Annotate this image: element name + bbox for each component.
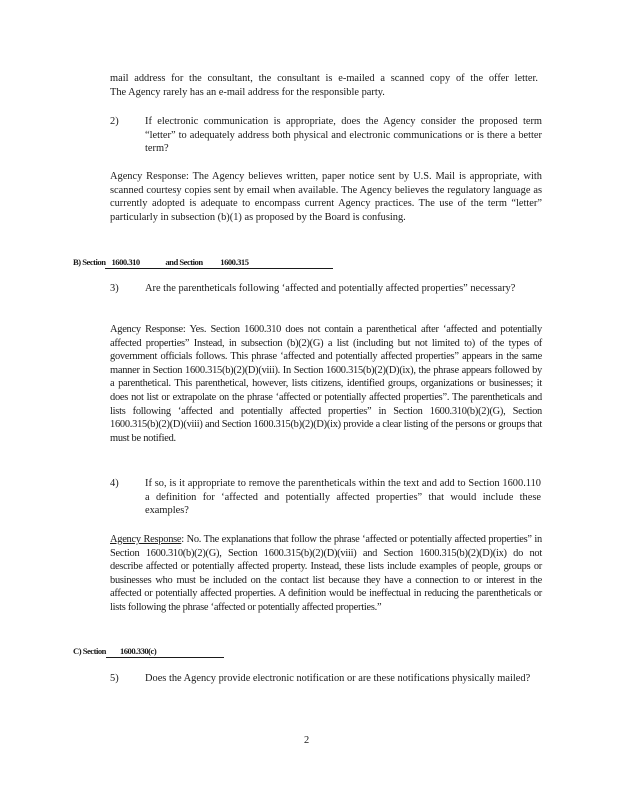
section-c-heading: [73, 645, 224, 658]
page-number: 2: [304, 735, 310, 746]
response-2-paragraph: Agency Response: The Agency believes written, paper notice sent by U.S. Mail is appropriate, with scanned courtesy copies sent by email when available. The Agency believes the regulatory language as currently adopted is adequate to encompass current Agency practices. The use of the term “letter” particularly in subsection (b)(1) as proposed by the Board is confusing.: [110, 171, 542, 223]
section-b-ref-1: 1600.310: [111, 257, 140, 267]
question-5-number: 5): [110, 673, 119, 684]
question-5-text: Does the Agency provide electronic notification or are these notifications physically mailed?: [145, 673, 531, 684]
response-3-paragraph: Agency Response: Yes. Section 1600.310 does not contain a parenthetical after ‘affected and potentially affected properties” Instead, in subsection (b)(2)(G) a list (including but not limited to) of the types of government officials follows. This phrase ‘affected and potentially affected properties” appears in the same manner in Section 1600.315(b)(2)(D)(viii). In Section 1600.315(b)(2)(D)(ix), the phrase appears followed by a parenthetical. This parenthetical, however, lists citizens, identified groups, organizations or businesses; it does not list or extrapolate on the phrase ‘affected or potentially affected properties”. The parentheticals and lists following ‘affected and potentially affected properties” in Section 1600.310(b)(2)(G), Section 1600.315(b)(2)(D)(viii) and Section 1600.315(b)(2)(D)(ix) provide a clear listing of the persons or groups that must be notified.: [110, 324, 542, 444]
response-4-label: Agency Response: [110, 534, 182, 545]
response-4-paragraph: [110, 533, 542, 615]
question-2-number: 2): [110, 116, 119, 127]
question-4-number: 4): [110, 478, 119, 489]
continuation-line-2: The Agency rarely has an e-mail address for the responsible party.: [110, 86, 385, 98]
response-4-text: : No. The explanations that follow the phrase ‘affected or potentially affected properties” in Section 1600.310(b)(2)(G), Section 1600.315(b)(2)(D)(viii) and Section 1600.315(b)(2)(D)(ix) do not describe affected or potentially affected property. Instead, these lists include examples of people, groups or businesses who must be included on the contact list because they have a connection to or interest in the affected or potentially affected properties. A definition would be ineffectual in reducing the parentheticals or lists following the phrase ‘affected or potentially affected properties.”: [110, 534, 542, 613]
section-b-underline: [105, 256, 333, 269]
question-4-text: If so, is it appropriate to remove the parentheticals within the text and add to Section 1600.110 a definition for ‘affected and potentially affected properties” that would include these examples?: [145, 478, 541, 517]
section-b-label: B) Section: [73, 257, 106, 267]
section-b-ref-2: 1600.315: [220, 257, 249, 267]
continuation-line-1: mail address for the consultant, the consultant is e-mailed a scanned copy of the offer letter.: [110, 73, 538, 84]
section-c-underline: [106, 645, 224, 658]
section-c-label: C) Section: [73, 646, 106, 656]
continuation-paragraph: [110, 72, 538, 99]
section-b-heading: [73, 256, 333, 269]
section-c-ref-1: 1600.330(c): [119, 646, 157, 656]
question-3-text: Are the parentheticals following ‘affected and potentially affected properties” necessary?: [145, 283, 516, 294]
question-2-text: If electronic communication is appropriate, does the Agency consider the proposed term “letter” to adequately address both physical and electronic communications or is there a better term?: [145, 116, 542, 155]
section-b-conj: and Section: [165, 257, 203, 267]
question-3-number: 3): [110, 283, 119, 294]
